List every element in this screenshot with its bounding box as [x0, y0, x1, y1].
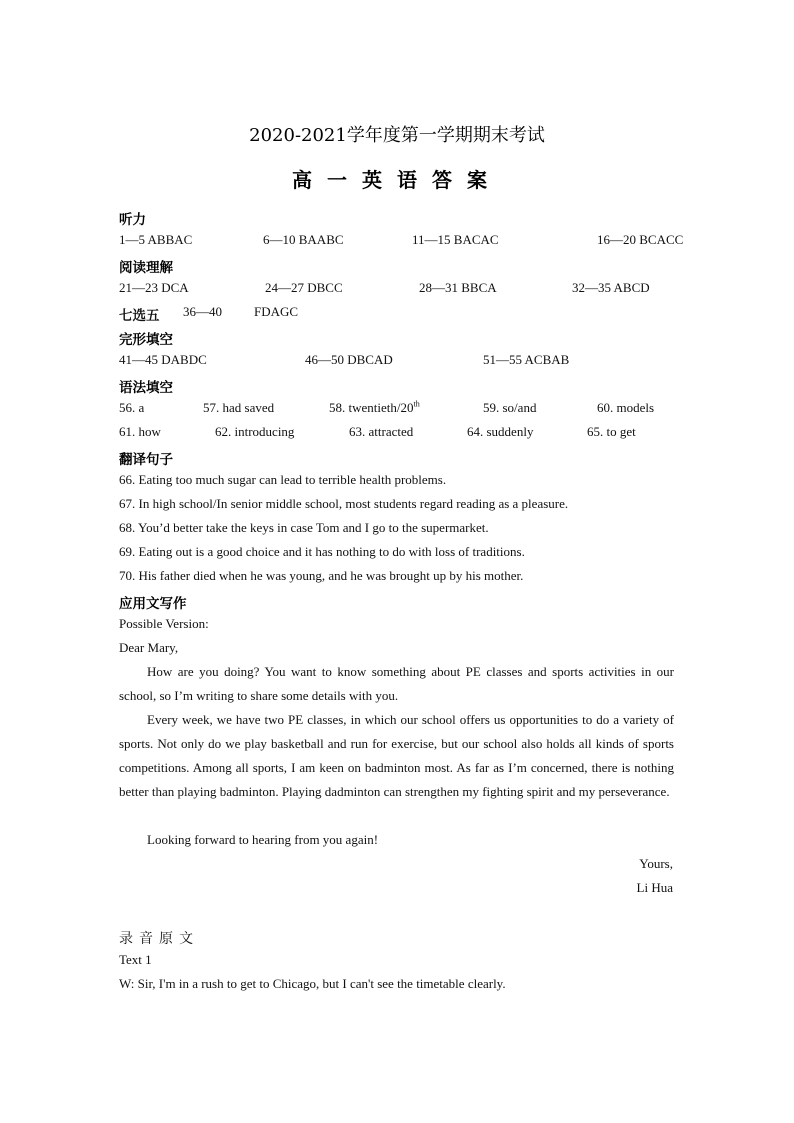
grammar-answer: 59. so/and [483, 400, 537, 415]
section-heading-seven-choose-five: 七选五 [119, 308, 160, 324]
answer-group: 28—31 BBCA [419, 280, 497, 295]
answer-group: 6—10 BAABC [263, 232, 344, 247]
recording-text-label: Text 1 [119, 952, 152, 967]
translation-sentence: 70. His father died when he was young, and he was brought up by his mother. [119, 568, 524, 583]
answer-group: 11—15 BACAC [412, 232, 499, 247]
grammar-answer-58 [329, 400, 420, 416]
possible-version-label: Possible Version: [119, 616, 209, 631]
answer-group: FDAGC [254, 304, 299, 319]
answer-group: 51—55 ACBAB [483, 352, 570, 367]
letter-closing-line: Looking forward to hearing from you again! [147, 832, 379, 847]
grammar-answer: 64. suddenly [467, 424, 534, 439]
translation-sentence: 66. Eating too much sugar can lead to terrible health problems. [119, 472, 447, 487]
section-heading-grammar: 语法填空 [119, 380, 173, 396]
grammar-answer: 63. attracted [349, 424, 414, 439]
letter-paragraph-2: Every week, we have two PE classes, in which our school offers us opportunities to do a variety of sports. Not only do we play basketball and run for exercise, but our school also holds all kinds of sports competitions. Among all sports, I am keen on badminton most. As far as I’m concerned, there is nothing better than playing badminton. Playing dadminton can strengthen my fighting spirit and my perseverance. [119, 712, 674, 799]
letter-signoff: Yours, [639, 856, 673, 871]
section-heading-writing: 应用文写作 [119, 596, 187, 612]
grammar-answer: 62. introducing [215, 424, 295, 439]
grammar-answer-text: 58. twentieth/20 [329, 400, 414, 415]
letter-signature: Li Hua [636, 880, 673, 895]
letter-salutation: Dear Mary, [119, 640, 179, 655]
exam-title: 2020-2021学年度第一学期期末考试 [249, 125, 545, 146]
section-heading-recording: 录音原文 [119, 931, 199, 947]
answer-group: 24—27 DBCC [265, 280, 343, 295]
grammar-answer: 65. to get [587, 424, 636, 439]
answer-group: 46—50 DBCAD [305, 352, 393, 367]
exam-subtitle: 高一英语答案 [292, 168, 502, 192]
letter-paragraph-1: How are you doing? You want to know something about PE classes and sports activities in our school, so I’m writing to share some details with you. [119, 664, 674, 703]
translation-sentence: 69. Eating out is a good choice and it has nothing to do with loss of traditions. [119, 544, 525, 559]
answer-group: 1—5 ABBAC [119, 232, 193, 247]
answer-group: 21—23 DCA [119, 280, 189, 295]
answer-group: 41—45 DABDC [119, 352, 207, 367]
ordinal-suffix: th [413, 399, 420, 409]
answer-range: 36—40 [183, 304, 222, 319]
grammar-answer: 61. how [119, 424, 161, 439]
grammar-answer: 56. a [119, 400, 145, 415]
section-heading-reading: 阅读理解 [119, 260, 173, 276]
section-heading-cloze: 完形填空 [119, 332, 173, 348]
recording-first-line: W: Sir, I'm in a rush to get to Chicago, but I can't see the timetable clearly. [119, 976, 506, 991]
section-heading-translation: 翻译句子 [119, 452, 173, 468]
grammar-answer: 60. models [597, 400, 655, 415]
translation-sentence: 67. In high school/In senior middle school, most students regard reading as a pleasure. [119, 496, 569, 511]
translation-sentence: 68. You’d better take the keys in case Tom and I go to the supermarket. [119, 520, 489, 535]
answer-group: 32—35 ABCD [572, 280, 650, 295]
section-heading-listening: 听力 [119, 212, 146, 228]
answer-group: 16—20 BCACC [597, 232, 684, 247]
grammar-answer: 57. had saved [203, 400, 275, 415]
